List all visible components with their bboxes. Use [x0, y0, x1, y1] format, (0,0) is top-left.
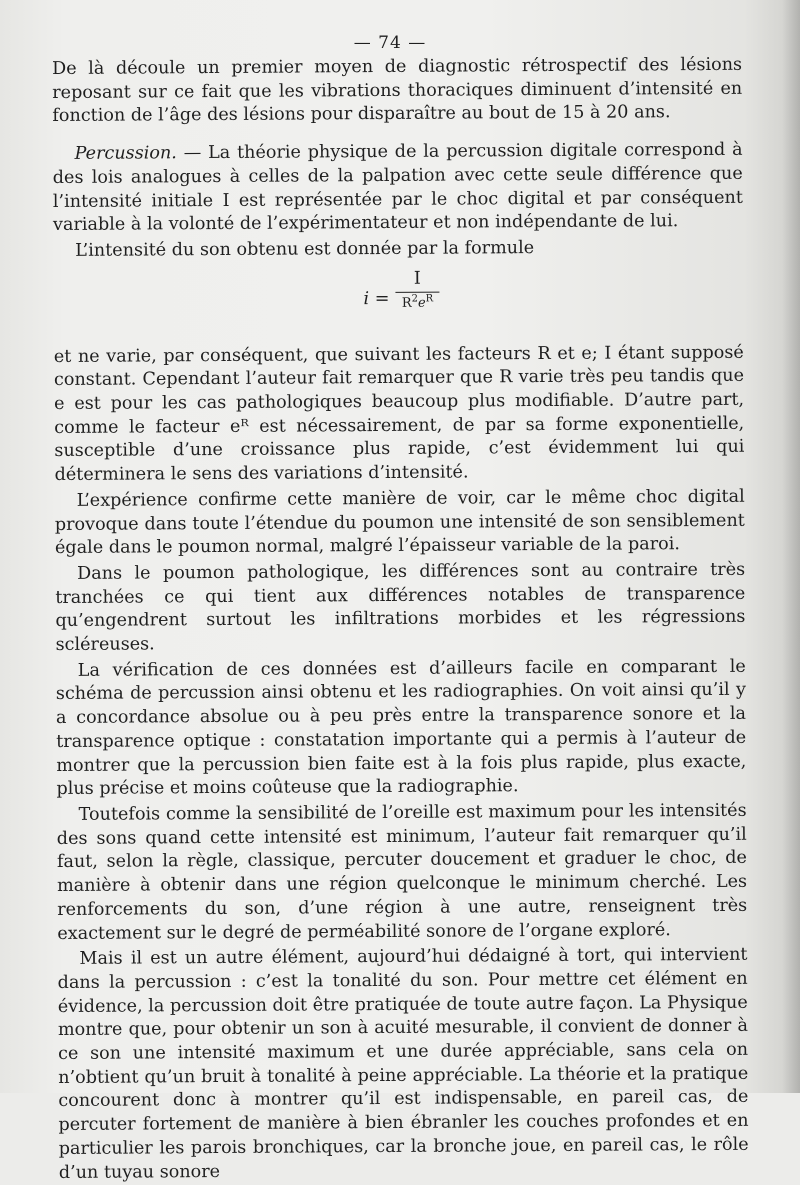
paragraph-2 [53, 139, 744, 238]
body-text [52, 54, 749, 1185]
page-number: — 74 — [353, 33, 427, 53]
formula-denominator-base: R [401, 295, 412, 311]
formula-lhs: i = [363, 288, 390, 309]
paragraph-2-body: — La théorie physique de la percussion digitale correspond à des lois analogues à celles de la palpation avec cette seule différence que l’intensité initiale I est représentée par le choc digital et par conséquent variable à la volonté de l’expérimentateur et non indépendante de lui. [52, 139, 743, 236]
paragraph-8: Toutefois comme la sensibilité de l’oreille est maximum pour les intensités des sons quand cette intensité est minimum, l’auteur fait remarquer qu’il faut, selon la règle, classique, percuter doucement et graduer le choc, de manière à obtenir dans une région quelconque le minimum cherché. Les renforcements du son, d’une région à une autre, renseignent très exactement sur le degré de perméabilité sonore de l’organe exploré. [56, 800, 748, 944]
formula-numerator: I [413, 268, 421, 289]
paragraph-6: Dans le poumon pathologique, les différences sont au contraire très tranchées ce qui tient aux différences notables de transparence qu’engendrent surtout les infiltrations morbides et les régressions scléreuses. [55, 559, 746, 656]
page-edge-shadow [782, 0, 800, 1093]
formula-denominator-e: e [417, 295, 426, 311]
paragraph-1: De là découle un premier moyen de diagnostic rétrospectif des lésions reposant sur ce fait que les vibrations thoraciques diminuent d’intensité en fonction de l’âge des lésions pour disparaître au bout de 15 à 20 ans. [52, 54, 743, 127]
formula-denominator [395, 292, 439, 311]
section-heading-percussion: Percussion. [74, 143, 177, 164]
paragraph-9: Mais il est un autre élément, aujourd’hui dédaigné à tort, qui intervient dans la percussion : c’est la tonalité du son. Pour mettre cet élément en évidence, la percussion doit être pratiquée de toute autre façon. La Physique montre que, pour obtenir un son à acuité mesurable, il convient de donner à ce son une intensité maximum et une durée appréciable, sans cela on n’obtient qu’un bruit à tonalité à peine appréciable. La théorie et la pratique concourent donc à montrer qu’il est indispensable, en pareil cas, de percuter fortement de manière à bien ébranler les couches profondes et en particulier les parois bronchiques, car la bronche joue, en pareil cas, le rôle d’un tuyau sonore [57, 944, 749, 1183]
formula-denominator-exp1: 2 [411, 293, 418, 305]
paragraph-5: L’expérience confirme cette manière de voir, car le même choc digital provoque dans toute l’étendue du poumon une intensité de son sensiblement égale dans le poumon normal, malgré l’épaisseur variable de la paroi. [54, 486, 745, 559]
paragraph-4: et ne varie, par conséquent, que suivant les facteurs R et e; I étant supposé constant. Cependant l’auteur fait remarquer que R varie très peu tandis que e est pour les cas pathologiques beaucoup plus modifiable. D’autre part, comme le facteur eᴿ est nécessairement, de par sa forme exponentielle, susceptible d’une croissance plus rapide, c’est évidemment lui qui déterminera le sens des variations d’intensité. [53, 342, 745, 486]
intensity-formula [363, 263, 743, 343]
formula-denominator-exp2: R [425, 292, 434, 305]
formula-fraction [395, 267, 439, 311]
paragraph-3: L’intensité du son obtenu est donnée par la formule [75, 237, 535, 261]
paragraph-7: La vérification de ces données est d’ailleurs facile en comparant le schéma de percussion ainsi obtenu et les radiographies. On voit ainsi qu’il y a concordance absolue ou à peu près entre la transparence sonore et la transparence optique : constatation importante qui a permis à l’auteur de montrer que la percussion bien faite est à la fois plus rapide, plus exacte, plus précise et moins coûteuse que la radiographie. [55, 656, 747, 800]
